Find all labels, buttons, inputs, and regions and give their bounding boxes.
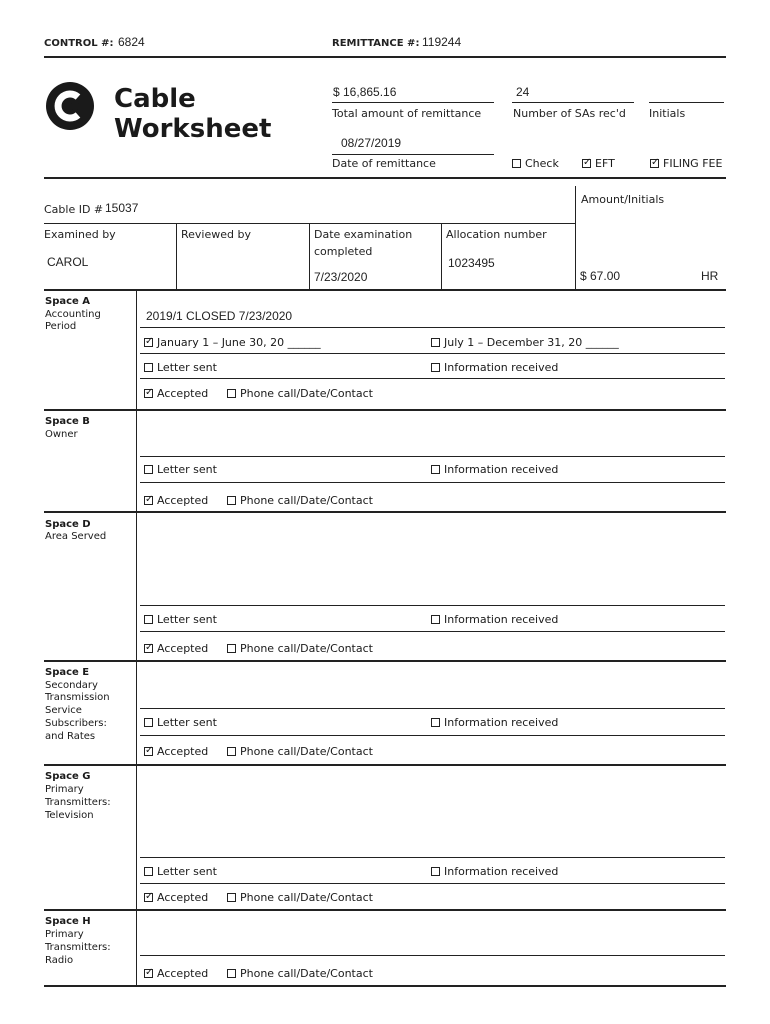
amount-initials-label: Amount/Initials — [581, 193, 665, 206]
phone-call-label: Phone call/Date/Contact — [240, 891, 373, 904]
amount-underline — [332, 102, 494, 103]
eft-option[interactable] — [582, 157, 615, 170]
space-d-sub: Area Served — [45, 531, 107, 542]
info-received-option[interactable] — [431, 865, 558, 878]
letter-sent-label: Letter sent — [157, 361, 217, 374]
phone-call-checkbox[interactable] — [227, 389, 236, 398]
space-d-rule-2 — [140, 631, 725, 632]
space-e-title: Space E — [45, 667, 90, 678]
space-g-bottom-rule — [44, 909, 726, 911]
eft-label: EFT — [595, 157, 615, 170]
reviewed-by-label: Reviewed by — [181, 228, 251, 241]
space-a-sub: Accounting — [45, 309, 101, 320]
fee-amount[interactable]: $ 67.00 — [580, 269, 621, 283]
accepted-option[interactable] — [144, 642, 208, 655]
remittance-amount-label: Total amount of remittance — [332, 107, 482, 120]
space-a-sub: Period — [45, 321, 77, 332]
space-g-rule-2 — [140, 883, 725, 884]
space-a-rule-2 — [140, 353, 725, 354]
cable-id-value[interactable]: 15037 — [105, 201, 139, 215]
remittance-amount[interactable]: $ 16,865.16 — [333, 85, 397, 99]
info-received-checkbox[interactable] — [431, 465, 440, 474]
info-received-checkbox[interactable] — [431, 718, 440, 727]
info-received-option[interactable] — [431, 613, 558, 626]
remittance-label: REMITTANCE #: — [332, 38, 420, 49]
exam-rule — [44, 289, 726, 291]
space-e-bottom-rule — [44, 764, 726, 766]
accepted-option[interactable] — [144, 967, 208, 980]
letter-sent-checkbox[interactable] — [144, 867, 153, 876]
space-a-rule-3 — [140, 378, 725, 379]
space-h-sub: Radio — [45, 955, 74, 966]
space-h-title: Space H — [45, 916, 91, 927]
check-option[interactable] — [512, 157, 559, 170]
accepted-option[interactable] — [144, 387, 208, 400]
space-h-sub: Transmitters: — [45, 942, 111, 953]
phone-call-option[interactable] — [227, 891, 373, 904]
jan-june-label: January 1 – June 30, 20 ______ — [157, 336, 321, 349]
remittance-date-label: Date of remittance — [332, 157, 436, 170]
phone-call-checkbox[interactable] — [227, 644, 236, 653]
letter-sent-checkbox[interactable] — [144, 615, 153, 624]
phone-call-option[interactable] — [227, 967, 373, 980]
space-a-rule — [140, 327, 725, 328]
space-e-sub: Subscribers: — [45, 718, 107, 729]
phone-call-option[interactable] — [227, 642, 373, 655]
accepted-label: Accepted — [157, 642, 209, 655]
space-g-rule — [140, 857, 725, 858]
exam-col-divider-1 — [176, 223, 177, 290]
date-exam-value[interactable]: 7/23/2020 — [314, 270, 368, 284]
filing-fee-option[interactable] — [650, 157, 722, 170]
eft-checkbox[interactable] — [582, 159, 591, 168]
phone-call-option[interactable] — [227, 387, 373, 400]
remittance-rule — [44, 177, 726, 179]
space-g-sub: Television — [45, 810, 94, 821]
spaces-column-divider — [136, 290, 137, 987]
accepted-label: Accepted — [157, 967, 209, 980]
info-received-option[interactable] — [431, 361, 558, 374]
space-b-sub: Owner — [45, 429, 78, 440]
phone-call-label: Phone call/Date/Contact — [240, 494, 373, 507]
phone-call-checkbox[interactable] — [227, 893, 236, 902]
examined-by-label: Examined by — [44, 228, 116, 241]
space-g-sub: Primary — [45, 784, 84, 795]
space-b-rule — [140, 456, 725, 457]
info-received-label: Information received — [444, 865, 559, 878]
cable-id-label: Cable ID # — [44, 203, 104, 216]
filing-fee-checkbox[interactable] — [650, 159, 659, 168]
space-e-rule — [140, 708, 725, 709]
space-b-rule-2 — [140, 482, 725, 483]
letter-sent-option[interactable] — [144, 613, 217, 626]
space-h-bottom-rule — [44, 985, 726, 987]
worksheet-title-line2: Worksheet — [114, 114, 272, 144]
space-e-sub: Service — [45, 705, 82, 716]
space-b-bottom-rule — [44, 511, 726, 513]
space-d-bottom-rule — [44, 660, 726, 662]
header-rule — [44, 56, 726, 58]
accepted-label: Accepted — [157, 494, 209, 507]
letter-sent-option[interactable] — [144, 463, 217, 476]
space-g-title: Space G — [45, 771, 91, 782]
initials-label: Initials — [649, 107, 686, 120]
accepted-checkbox[interactable] — [144, 644, 153, 653]
worksheet-title-line1: Cable — [114, 84, 196, 114]
letter-sent-label: Letter sent — [157, 716, 217, 729]
phone-call-checkbox[interactable] — [227, 969, 236, 978]
jan-june-option[interactable] — [144, 336, 321, 349]
date-exam-label: Date examination — [314, 228, 413, 241]
space-d-title: Space D — [45, 519, 91, 530]
info-received-label: Information received — [444, 463, 559, 476]
space-e-sub: Secondary — [45, 680, 98, 691]
accepted-checkbox[interactable] — [144, 747, 153, 756]
accepted-checkbox[interactable] — [144, 893, 153, 902]
phone-call-checkbox[interactable] — [227, 747, 236, 756]
info-received-checkbox[interactable] — [431, 615, 440, 624]
info-received-label: Information received — [444, 613, 559, 626]
phone-call-label: Phone call/Date/Contact — [240, 642, 373, 655]
letter-sent-label: Letter sent — [157, 463, 217, 476]
jan-june-checkbox[interactable] — [144, 338, 153, 347]
info-received-checkbox[interactable] — [431, 867, 440, 876]
accepted-option[interactable] — [144, 494, 208, 507]
control-number: 6824 — [118, 35, 145, 49]
jul-dec-checkbox[interactable] — [431, 338, 440, 347]
exam-col-divider-2 — [309, 223, 310, 290]
remittance-number: 119244 — [422, 35, 462, 49]
info-received-option[interactable] — [431, 463, 558, 476]
phone-call-label: Phone call/Date/Contact — [240, 387, 373, 400]
sas-underline — [512, 102, 634, 103]
letter-sent-option[interactable] — [144, 716, 217, 729]
jul-dec-label: July 1 – December 31, 20 ______ — [444, 336, 619, 349]
accepted-checkbox[interactable] — [144, 969, 153, 978]
phone-call-label: Phone call/Date/Contact — [240, 967, 373, 980]
examined-by-value[interactable]: CAROL — [47, 255, 89, 269]
space-e-rule-2 — [140, 735, 725, 736]
space-a-title: Space A — [45, 296, 91, 307]
check-checkbox[interactable] — [512, 159, 521, 168]
remittance-date[interactable]: 08/27/2019 — [341, 136, 402, 150]
date-exam-label-2: completed — [314, 245, 373, 258]
accepted-option[interactable] — [144, 745, 208, 758]
exam-col-divider-3 — [441, 223, 442, 290]
amount-column-divider — [575, 186, 576, 290]
accepted-checkbox[interactable] — [144, 389, 153, 398]
phone-call-option[interactable] — [227, 745, 373, 758]
letter-sent-checkbox[interactable] — [144, 363, 153, 372]
info-received-label: Information received — [444, 361, 559, 374]
phone-call-checkbox[interactable] — [227, 496, 236, 505]
filing-fee-label: FILING FEE — [663, 157, 723, 170]
info-received-checkbox[interactable] — [431, 363, 440, 372]
allocation-label: Allocation number — [446, 228, 547, 241]
accepted-label: Accepted — [157, 387, 209, 400]
space-b-title: Space B — [45, 416, 90, 427]
letter-sent-option[interactable] — [144, 361, 217, 374]
sas-received-label: Number of SAs rec'd — [513, 107, 626, 120]
initials-underline — [649, 102, 724, 103]
space-e-sub: and Rates — [45, 731, 96, 742]
info-received-label: Information received — [444, 716, 559, 729]
copyright-office-logo-icon — [44, 80, 96, 132]
fee-initials[interactable]: HR — [701, 269, 719, 283]
letter-sent-label: Letter sent — [157, 613, 217, 626]
space-h-sub: Primary — [45, 929, 84, 940]
space-d-rule — [140, 605, 725, 606]
space-a-entry[interactable]: 2019/1 CLOSED 7/23/2020 — [146, 309, 293, 323]
letter-sent-option[interactable] — [144, 865, 217, 878]
phone-call-label: Phone call/Date/Contact — [240, 745, 373, 758]
accepted-label: Accepted — [157, 745, 209, 758]
space-h-rule — [140, 955, 725, 956]
letter-sent-checkbox[interactable] — [144, 718, 153, 727]
space-e-sub: Transmission — [45, 692, 110, 703]
accepted-option[interactable] — [144, 891, 208, 904]
accepted-checkbox[interactable] — [144, 496, 153, 505]
space-g-sub: Transmitters: — [45, 797, 111, 808]
sas-received-value[interactable]: 24 — [516, 85, 530, 99]
control-label: CONTROL #: — [44, 38, 114, 49]
jul-dec-option[interactable] — [431, 336, 619, 349]
letter-sent-label: Letter sent — [157, 865, 217, 878]
accepted-label: Accepted — [157, 891, 209, 904]
space-a-bottom-rule — [44, 409, 726, 411]
check-label: Check — [525, 157, 559, 170]
date-underline — [332, 154, 494, 155]
info-received-option[interactable] — [431, 716, 558, 729]
letter-sent-checkbox[interactable] — [144, 465, 153, 474]
phone-call-option[interactable] — [227, 494, 373, 507]
allocation-value[interactable]: 1023495 — [448, 256, 495, 270]
